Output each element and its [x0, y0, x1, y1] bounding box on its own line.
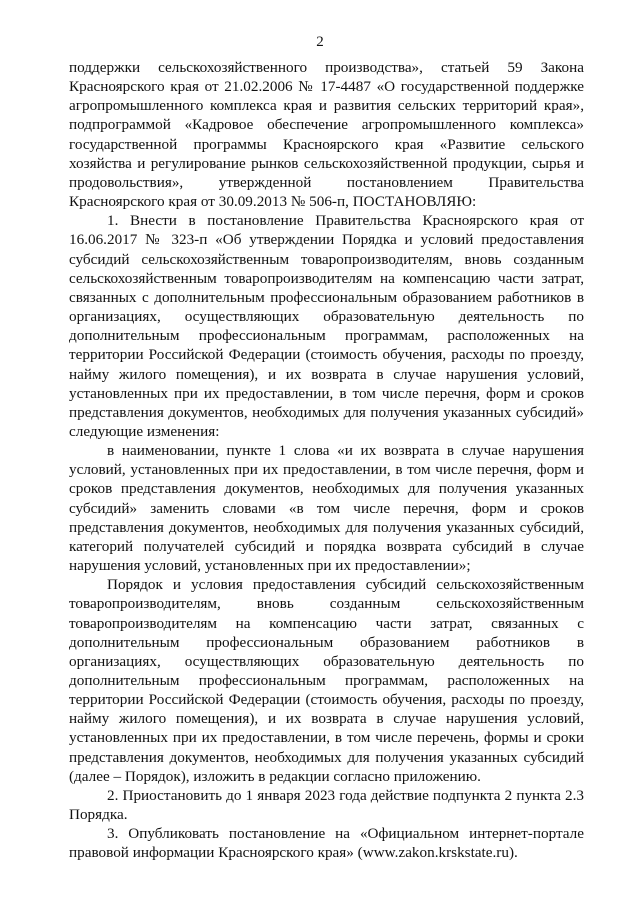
amendment-procedure-paragraph: Порядок и условия предоставления субсидий сельскохозяйственным товаропроизводителям, вновь созданным сельскохозяйственным товаропроизводителям на компенсацию части затрат, связанных с дополнительным профессиональным образованием работников в организациях, осуществляющих образовательную деятельность по дополнительным профессиональным программам, расположенных на территории Российской Федерации (стоимость обучения, расходы по проезду, найму жилого помещения), и их возврата в случае нарушения условий, установленных при их предоставлении, в том числе перечень, формы и сроки представления документов, необходимых для получения указанных субсидий (далее – Порядок), изложить в редакции согласно приложению.: [69, 576, 584, 785]
item-3-paragraph: 3. Опубликовать постановление на «Официальном интернет-портале правовой информации Красноярского края» (www.zakon.krskstate.ru).: [69, 825, 584, 862]
page-number: 2: [316, 34, 324, 50]
item-2-paragraph: 2. Приостановить до 1 января 2023 года действие подпункта 2 пункта 2.3 Порядка.: [69, 786, 584, 824]
amendment-title-paragraph: в наименовании, пункте 1 слова «и их возврата в случае нарушения условий, установленных при их предоставлении, в том числе перечня, форм и сроков представления документов, необходимых для получения указанных субсидий» заменить словами «в том числе перечня, форм и сроков представления документов, необходимых для получения указанных субсидий, категорий получателей субсидий и порядка возврата субсидий в случае нарушения условий, установленных при их предоставлении»;: [69, 442, 584, 575]
preamble-paragraph: поддержки сельскохозяйственного производства», статьей 59 Закона Красноярского края от 21.02.2006 № 17-4487 «О государственной поддержке агропромышленного комплекса края и развития сельских территорий края», подпрограммой «Кадровое обеспечение агропромышленного комплекса» государственной программы Красноярского края «Развитие сельского хозяйства и регулирование рынков сельскохозяйственной продукции, сырья и продовольствия», утвержденной постановлением Правительства Красноярского края от 30.09.2013 № 506-п, ПОСТАНОВЛЯЮ:: [69, 59, 584, 211]
document-body: [69, 58, 584, 863]
item-1-paragraph: 1. Внести в постановление Правительства Красноярского края от 16.06.2017 № 323-п «Об утверждении Порядка и условий предоставления субсидий сельскохозяйственным товаропроизводителям, вновь созданным сельскохозяйственным товаропроизводителям на компенсацию части затрат, связанных с дополнительным профессиональным образованием работников в организациях, осуществляющих образовательную деятельность по дополнительным профессиональным программам, расположенных на территории Российской Федерации (стоимость обучения, расходы по проезду, найму жилого помещения), и их возврата в случае нарушения условий, установленных при их предоставлении, в том числе перечня, форм и сроков представления документов, необходимых для получения указанных субсидий» следующие изменения:: [69, 212, 584, 440]
